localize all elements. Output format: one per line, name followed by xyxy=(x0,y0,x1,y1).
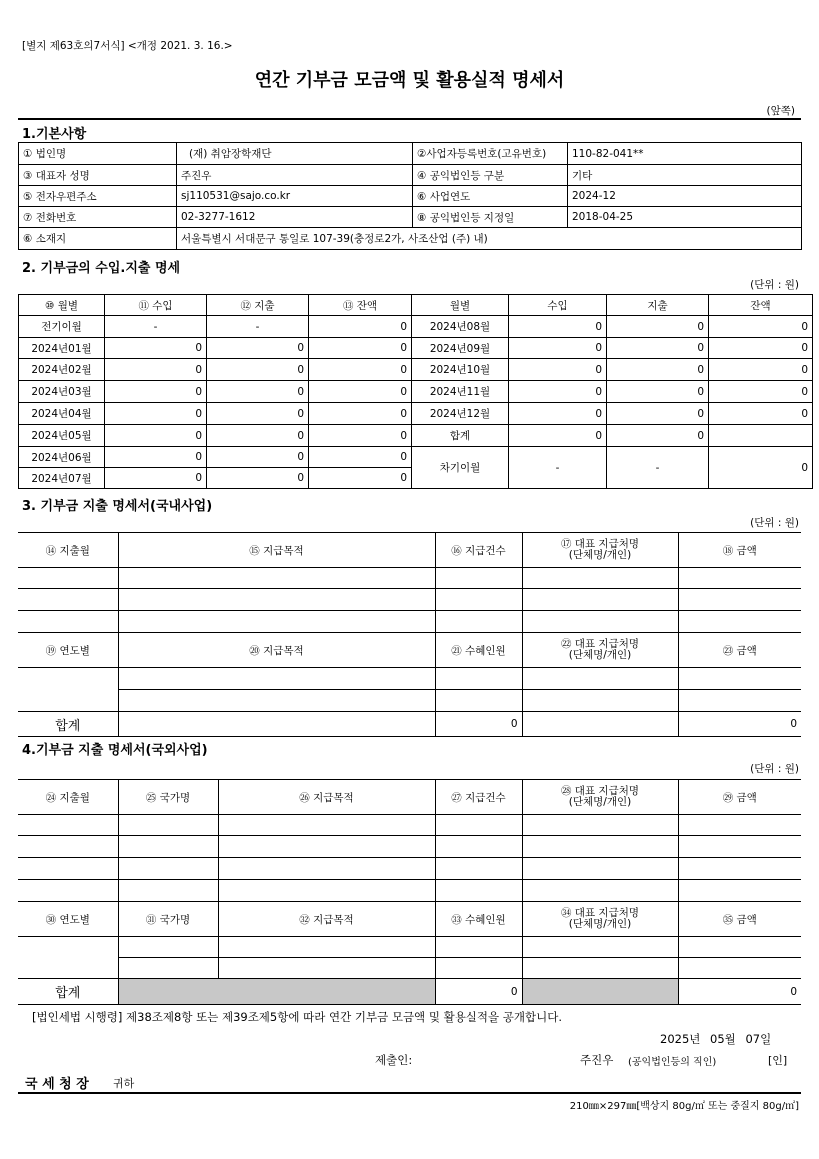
basic-info-table xyxy=(18,142,802,250)
recipient: 국 세 청 장 xyxy=(25,1077,89,1092)
submitter-name: 주진우 xyxy=(580,1053,614,1067)
cell-balance: 0 xyxy=(309,403,412,425)
submit-date xyxy=(660,1031,771,1047)
cell-expense: 0 xyxy=(207,338,309,359)
total-count: 0 xyxy=(435,712,522,737)
rep-name-label: ③ 대표자 성명 xyxy=(19,165,177,186)
cell-month: 2024년01월 xyxy=(19,338,105,359)
cell-expense: 0 xyxy=(607,338,709,359)
corp-name-label: ① 법인명 xyxy=(19,143,177,165)
cell-expense: 0 xyxy=(607,316,709,338)
col-month: ⑩ 월별 xyxy=(19,295,105,316)
cell-month: 2024년07월 xyxy=(19,468,105,489)
table-row xyxy=(19,425,813,447)
table-row xyxy=(18,568,801,589)
legal-notice: [법인세법 시행령] 제38조제8항 또는 제39조제5항에 따라 연간 기부금 모금액 및 활용실적을 공개합니다. xyxy=(32,1010,562,1024)
date-year: 2025년 xyxy=(660,1032,701,1046)
biz-year-value: 2024-12 xyxy=(568,186,802,207)
cell-balance: 0 xyxy=(309,381,412,403)
overseas-header-2 xyxy=(18,902,801,937)
cell-balance: 0 xyxy=(309,316,412,338)
date-day: 07일 xyxy=(745,1032,772,1046)
cell-income: 0 xyxy=(105,359,207,381)
carry-balance: 0 xyxy=(709,447,813,489)
overseas-total-row xyxy=(18,979,801,1005)
cell-balance: 0 xyxy=(309,447,412,468)
table-row xyxy=(18,815,801,836)
cell-income: 0 xyxy=(105,425,207,447)
col-payee: ㉞ 대표 지급처명 (단체명/개인) xyxy=(522,902,678,937)
designation-date-value: 2018-04-25 xyxy=(568,207,802,228)
corp-name-value: (재) 취암장학재단 xyxy=(177,143,413,165)
domestic-total-row xyxy=(18,712,801,737)
section4-title: 4.기부금 지출 명세서(국외사업) xyxy=(22,743,208,758)
carry-expense: - xyxy=(607,447,709,489)
col-purpose: ⑳ 지급목적 xyxy=(118,633,435,668)
recipient-suffix: 귀하 xyxy=(113,1077,135,1090)
top-rule xyxy=(18,118,801,120)
cell-income: - xyxy=(105,316,207,338)
domestic-header-2 xyxy=(18,633,801,668)
cell-month: 2024년10월 xyxy=(412,359,509,381)
cell-balance: 0 xyxy=(309,359,412,381)
date-month: 05월 xyxy=(710,1032,736,1046)
submitter-role: (공익법인등의 직인) xyxy=(628,1057,717,1068)
cell-balance: 0 xyxy=(709,338,813,359)
biz-year-label: ⑥ 사업연도 xyxy=(413,186,568,207)
section3-title: 3. 기부금 지출 명세서(국내사업) xyxy=(22,499,213,514)
cell-balance: 0 xyxy=(309,425,412,447)
cell-balance: 0 xyxy=(709,381,813,403)
col-expense: ⑫ 지출 xyxy=(207,295,309,316)
form-label: [별지 제63호의7서식] <개정 2021. 3. 16.> xyxy=(22,40,233,52)
table-row xyxy=(19,403,813,425)
income-expense-table xyxy=(18,294,813,489)
biz-number-value: 110-82-041** xyxy=(568,143,802,165)
col-expense-2: 지출 xyxy=(607,295,709,316)
col-count: ㉗ 지급건수 xyxy=(435,780,522,815)
col-expense-month: ㉔ 지출월 xyxy=(18,780,118,815)
cell-balance: 0 xyxy=(309,338,412,359)
section3-unit: (단위 : 원) xyxy=(750,517,799,529)
carry-income: - xyxy=(509,447,607,489)
table-row xyxy=(19,447,813,468)
col-beneficiaries: ㉝ 수혜인원 xyxy=(435,902,522,937)
col-balance: ⑬ 잔액 xyxy=(309,295,412,316)
cell-income: 0 xyxy=(105,381,207,403)
table-row xyxy=(18,589,801,611)
col-count: ⑯ 지급건수 xyxy=(435,533,522,568)
total-expense: 0 xyxy=(607,425,709,447)
table-row xyxy=(19,338,813,359)
cell-income: 0 xyxy=(509,338,607,359)
section2-unit: (단위 : 원) xyxy=(750,279,799,291)
cell-month: 전기이월 xyxy=(19,316,105,338)
address-label: ⑥ 소재지 xyxy=(19,228,177,250)
section1-title: 1.기본사항 xyxy=(22,127,87,142)
basic-row xyxy=(19,143,802,165)
table-row xyxy=(18,611,801,633)
basic-row xyxy=(19,207,802,228)
cell-expense: 0 xyxy=(207,468,309,489)
cell-balance: 0 xyxy=(709,316,813,338)
section2-title: 2. 기부금의 수입.지출 명세 xyxy=(22,261,181,276)
domestic-expense-table xyxy=(18,532,801,737)
table-row xyxy=(19,316,813,338)
col-payee: ⑰ 대표 지급처명 (단체명/개인) xyxy=(522,533,678,568)
cell-month: 2024년05월 xyxy=(19,425,105,447)
overseas-header-1 xyxy=(18,780,801,815)
basic-row xyxy=(19,186,802,207)
col-purpose: ⑮ 지급목적 xyxy=(118,533,435,568)
cell-expense: 0 xyxy=(207,425,309,447)
col-income-2: 수입 xyxy=(509,295,607,316)
col-amount: ㉓ 금액 xyxy=(678,633,801,668)
col-beneficiaries: ㉑ 수혜인원 xyxy=(435,633,522,668)
cell-expense: 0 xyxy=(207,403,309,425)
biz-number-label: ②사업자등록번호(고유번호) xyxy=(413,143,568,165)
cell-income: 0 xyxy=(509,316,607,338)
col-month-2: 월별 xyxy=(412,295,509,316)
cell-income: 0 xyxy=(509,359,607,381)
cell-expense: 0 xyxy=(207,381,309,403)
table-row xyxy=(18,690,801,712)
corp-type-value: 기타 xyxy=(568,165,802,186)
total-balance xyxy=(709,425,813,447)
table-row xyxy=(18,937,801,958)
cell-month: 2024년09월 xyxy=(412,338,509,359)
total-label: 합계 xyxy=(412,425,509,447)
total-count: 0 xyxy=(435,979,522,1005)
col-amount: ⑱ 금액 xyxy=(678,533,801,568)
corp-type-label: ④ 공익법인등 구분 xyxy=(413,165,568,186)
cell-expense: 0 xyxy=(607,359,709,381)
gray-cell xyxy=(118,979,435,1005)
total-label: 합계 xyxy=(18,712,118,737)
phone-label: ⑦ 전화번호 xyxy=(19,207,177,228)
col-income: ⑪ 수입 xyxy=(105,295,207,316)
domestic-header-1 xyxy=(18,533,801,568)
cell-income: 0 xyxy=(105,447,207,468)
submitter-label: 제출인: xyxy=(375,1053,413,1067)
col-payee: ㉒ 대표 지급처명 (단체명/개인) xyxy=(522,633,678,668)
col-year: ⑲ 연도별 xyxy=(18,633,118,668)
cell-month: 2024년02월 xyxy=(19,359,105,381)
cell-expense: 0 xyxy=(607,403,709,425)
cell-income: 0 xyxy=(509,403,607,425)
col-amount: ㉟ 금액 xyxy=(678,902,801,937)
col-country: ㉛ 국가명 xyxy=(118,902,218,937)
cell-income: 0 xyxy=(509,381,607,403)
cell-balance: 0 xyxy=(709,359,813,381)
overseas-expense-table xyxy=(18,779,801,1005)
cell-balance: 0 xyxy=(709,403,813,425)
table-row xyxy=(18,880,801,902)
cell-expense: 0 xyxy=(207,447,309,468)
table-row xyxy=(19,381,813,403)
designation-date-label: ⑧ 공익법인등 지정일 xyxy=(413,207,568,228)
cell-expense: - xyxy=(207,316,309,338)
table-row xyxy=(18,958,801,979)
table-row xyxy=(18,836,801,858)
basic-row xyxy=(19,228,802,250)
total-amount: 0 xyxy=(678,712,801,737)
col-balance-2: 잔액 xyxy=(709,295,813,316)
col-purpose: ㉖ 지급목적 xyxy=(218,780,435,815)
cell-month: 2024년03월 xyxy=(19,381,105,403)
cell-income: 0 xyxy=(105,403,207,425)
cell-month: 2024년12월 xyxy=(412,403,509,425)
phone-value: 02-3277-1612 xyxy=(177,207,413,228)
address-value: 서울특별시 서대문구 통일로 107-39(충정로2가, 사조산업 (주) 내) xyxy=(177,228,802,250)
cell-income: 0 xyxy=(105,338,207,359)
income-expense-header xyxy=(19,295,813,316)
total-amount: 0 xyxy=(678,979,801,1005)
front-mark: (앞쪽) xyxy=(766,105,795,117)
col-purpose: ㉜ 지급목적 xyxy=(218,902,435,937)
col-amount: ㉙ 금액 xyxy=(678,780,801,815)
col-expense-month: ⑭ 지출월 xyxy=(18,533,118,568)
cell-month: 2024년08월 xyxy=(412,316,509,338)
cell-month: 2024년11월 xyxy=(412,381,509,403)
col-country: ㉕ 국가명 xyxy=(118,780,218,815)
basic-row xyxy=(19,165,802,186)
cell-income: 0 xyxy=(105,468,207,489)
table-row xyxy=(18,858,801,880)
gray-cell xyxy=(522,979,678,1005)
rep-name-value: 주진우 xyxy=(177,165,413,186)
cell-expense: 0 xyxy=(607,381,709,403)
paper-spec: 210㎜×297㎜[백상지 80g/㎡ 또는 중질지 80g/㎡] xyxy=(569,1101,799,1112)
email-label: ⑤ 전자우편주소 xyxy=(19,186,177,207)
table-row xyxy=(19,359,813,381)
cell-expense: 0 xyxy=(207,359,309,381)
cell-month: 2024년04월 xyxy=(19,403,105,425)
cell-balance: 0 xyxy=(309,468,412,489)
table-row xyxy=(18,668,801,690)
page-title: 연간 기부금 모금액 및 활용실적 명세서 xyxy=(254,70,565,91)
bottom-rule xyxy=(18,1092,801,1094)
carry-label: 차기이월 xyxy=(412,447,509,489)
col-year: ㉚ 연도별 xyxy=(18,902,118,937)
email-value: sj110531@sajo.co.kr xyxy=(177,186,413,207)
cell-month: 2024년06월 xyxy=(19,447,105,468)
total-income: 0 xyxy=(509,425,607,447)
col-payee: ㉘ 대표 지급처명 (단체명/개인) xyxy=(522,780,678,815)
section4-unit: (단위 : 원) xyxy=(750,763,799,775)
seal-mark: [인] xyxy=(768,1054,788,1067)
total-label: 합계 xyxy=(18,979,118,1005)
